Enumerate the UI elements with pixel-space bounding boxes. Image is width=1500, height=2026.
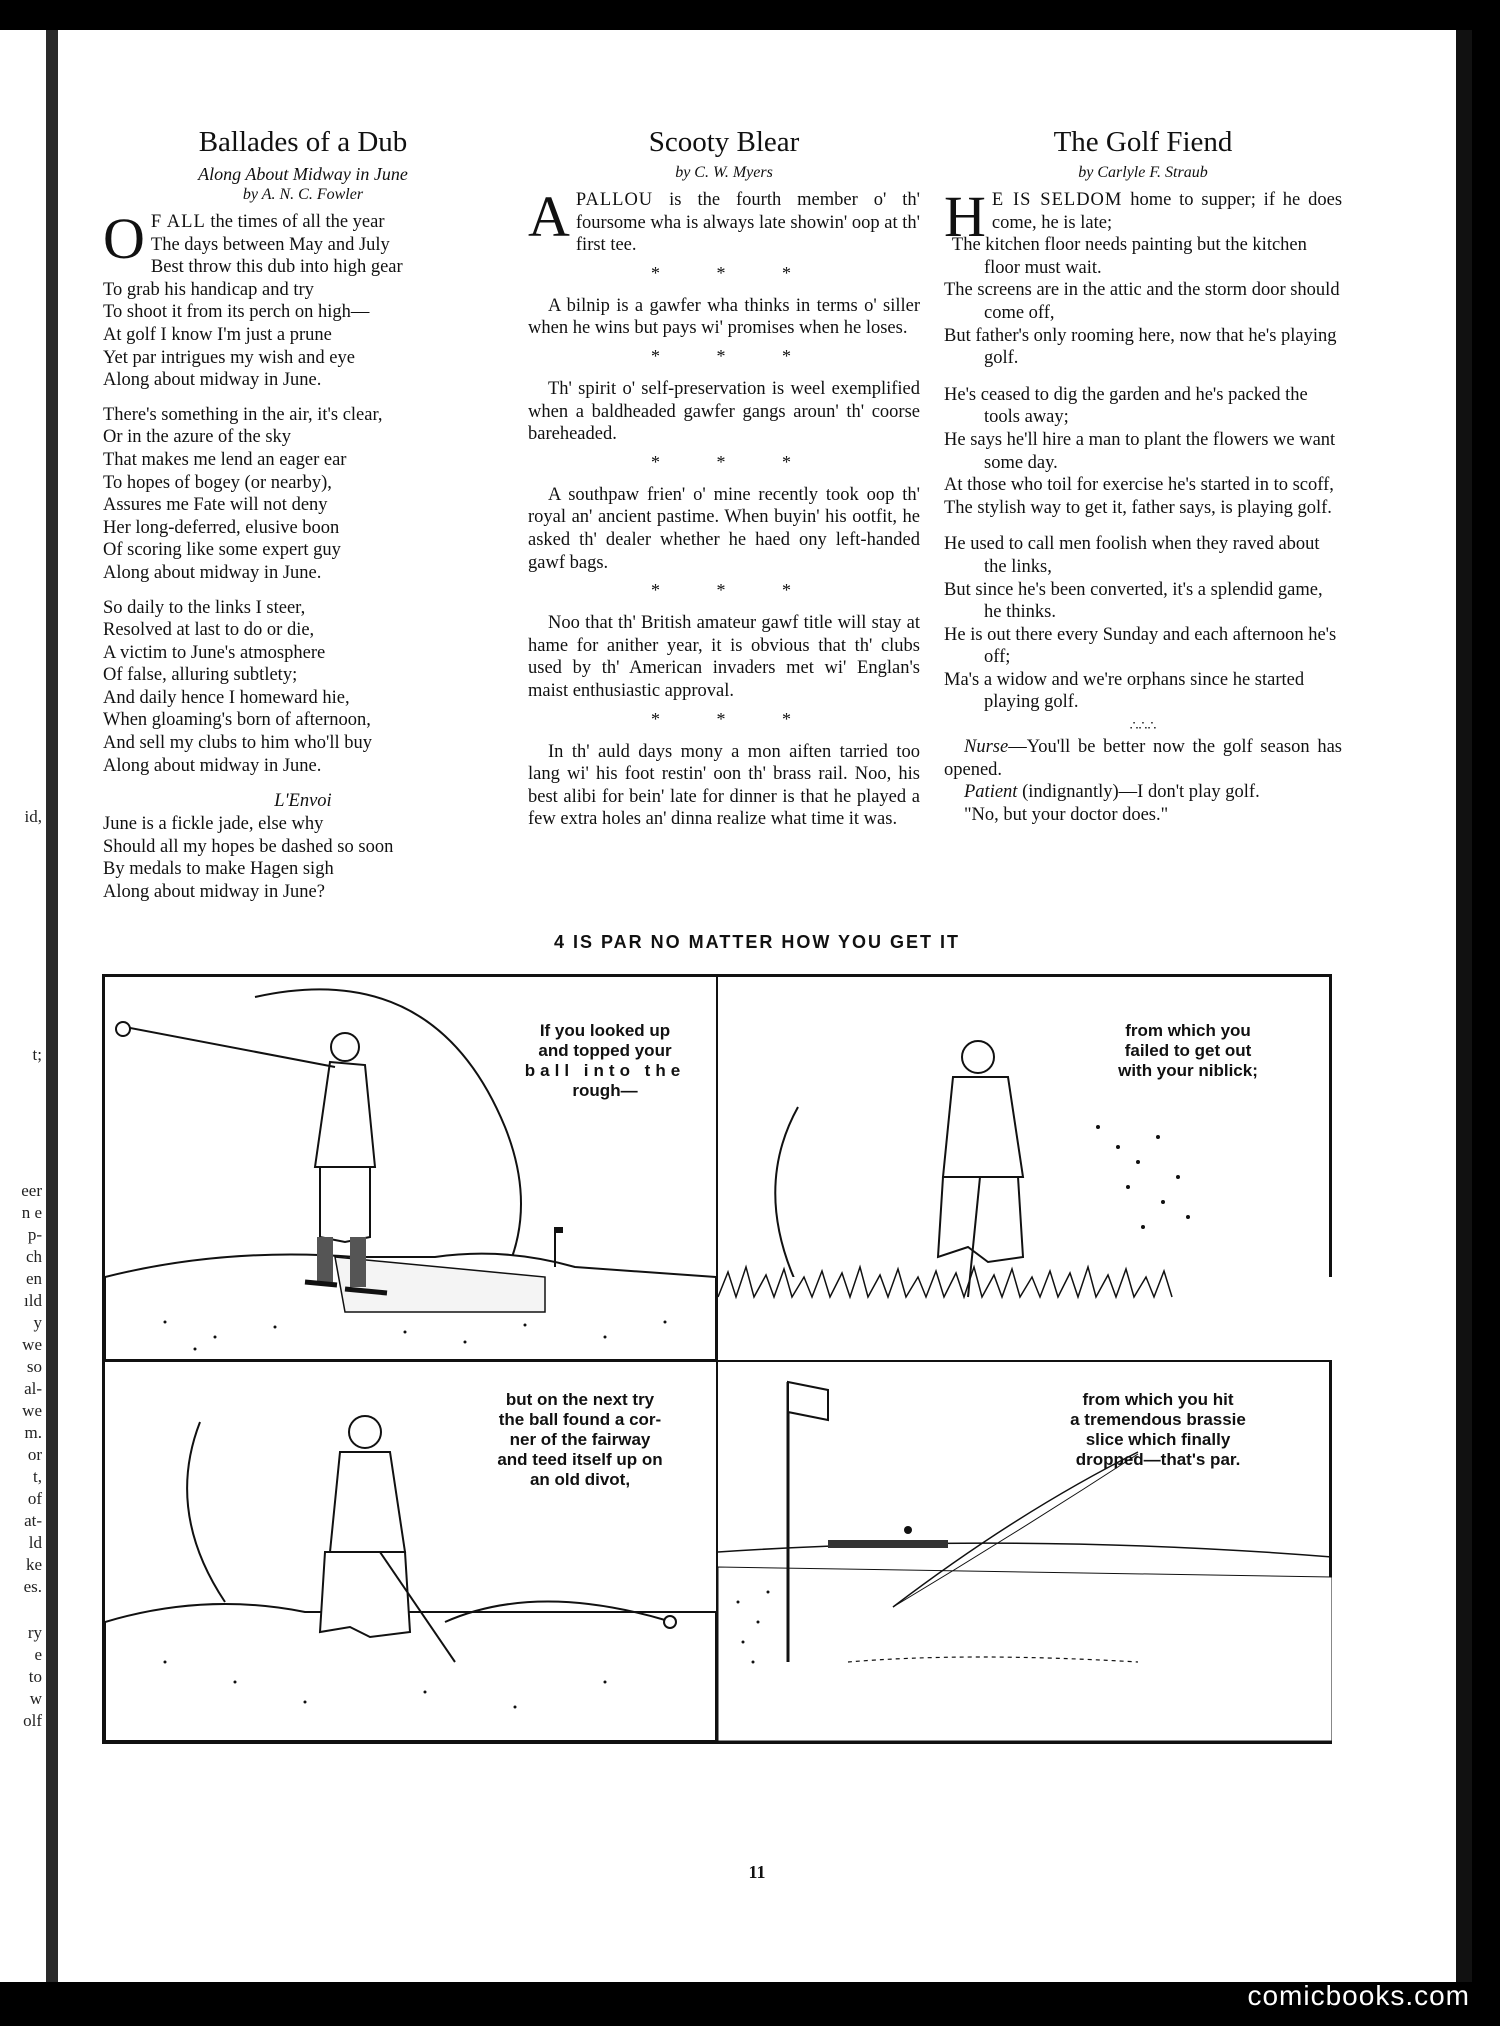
caption-line: dropped—that's par.	[1075, 1450, 1241, 1469]
stanza-1	[103, 206, 503, 392]
caption-line: the ball found a cor-	[498, 1410, 662, 1429]
joke-punchline: "No, but your doctor does."	[964, 804, 1169, 825]
caption-line: from which you hit	[1082, 1390, 1234, 1409]
previous-page-text-fragment: eer	[21, 1181, 42, 1200]
caption-line: an old divot,	[529, 1470, 631, 1489]
verse-line: Resolved at last to do or die,	[103, 620, 315, 641]
article-byline: by C. W. Myers	[675, 164, 773, 181]
caption-line: and topped your	[538, 1041, 672, 1060]
poem-byline: by A. N. C. Fowler	[242, 186, 364, 203]
caption-line: ball into the	[524, 1061, 686, 1080]
caption-line: but on the next try	[505, 1390, 655, 1409]
lead-caps: E IS SELDOM	[991, 190, 1123, 210]
drop-cap: O	[103, 206, 145, 271]
caption-line: a tremendous brassie	[1070, 1410, 1246, 1429]
comic-panel-1	[105, 977, 716, 1360]
verse-line: There's something in the air, it's clear,	[103, 404, 383, 425]
ornament: ∴∴∴	[1129, 719, 1157, 735]
verse-line: So daily to the links I steer,	[103, 597, 306, 618]
previous-page-text-fragment: w	[29, 1689, 42, 1708]
verse-line: Of scoring like some expert guy	[103, 540, 341, 561]
previous-page-text-fragment: e	[34, 1645, 42, 1664]
verse-line: Should all my hopes be dashed so soon	[103, 836, 394, 857]
paragraph-3: Th' spirit o' self-preservation is weel exemplified when a baldheaded gawfer gangs aroun' th' coorse bareheaded.	[528, 378, 920, 445]
previous-page-text-fragment: ke	[25, 1555, 42, 1574]
envoi-title: L'Envoi	[274, 791, 332, 812]
verse-line: The stylish way to get it, father says, is playing golf.	[944, 497, 1332, 518]
article-title: Scooty Blear	[648, 126, 800, 158]
verse-text: the times of all the year	[210, 212, 385, 232]
previous-page-text-fragment: we	[22, 1401, 42, 1420]
drop-cap: H	[944, 184, 986, 249]
caption-4	[1058, 1390, 1258, 1470]
previous-page-text-fragment: or	[27, 1445, 42, 1464]
separator-stars: * * *	[651, 451, 817, 472]
previous-page-text-fragment: to	[28, 1667, 42, 1686]
stanza-3	[944, 533, 1342, 714]
previous-page-text-fragment: t,	[33, 1467, 42, 1486]
verse-line: But father's only rooming here, now that he's playing golf.	[944, 325, 1337, 369]
previous-page-text-fragment: t;	[32, 1045, 42, 1064]
verse-line: To grab his handicap and try	[103, 279, 314, 300]
page-number: 11	[748, 1862, 766, 1882]
lead-caps: F ALL	[150, 212, 206, 232]
comic-panel-4	[718, 1362, 1332, 1741]
previous-page-text-fragment: ıld	[24, 1291, 42, 1310]
envoi-stanza	[103, 813, 503, 903]
previous-page-text-fragment: al-	[24, 1379, 42, 1398]
caption-line: rough—	[572, 1081, 638, 1100]
verse-line: He is out there every Sunday and each afternoon he's off;	[944, 624, 1337, 668]
lead-caps: PALLOU	[575, 190, 654, 210]
verse-line: Yet par intrigues my wish and eye	[103, 347, 355, 368]
caption-2	[1098, 1021, 1278, 1081]
paragraph-6: In th' auld days mony a mon aiften tarried too lang wi' his foot restin' oon th' brass rail. Noo, his best alibi for bein' late for dinner is that he played a few extra holes an' dinna realize what time it was.	[528, 741, 920, 830]
stanza-1	[944, 234, 1342, 370]
separator-stars: * * *	[651, 580, 817, 601]
first-line-text: home to supper; if he does come, he is late;	[991, 190, 1343, 233]
caption-line: If you looked up	[539, 1021, 671, 1040]
previous-page-text-fragment: olf	[23, 1711, 42, 1730]
previous-page-text-fragment: p-	[27, 1225, 42, 1244]
column-golf-fiend	[944, 125, 1342, 826]
poem-byline: by Carlyle F. Straub	[1078, 164, 1208, 181]
separator-stars: * * *	[651, 262, 817, 283]
binding-gutter	[46, 30, 58, 1982]
previous-page-text-fragment: m.	[24, 1423, 42, 1442]
verse-line: And sell my clubs to him who'll buy	[103, 733, 373, 754]
verse-line: To hopes of bogey (or nearby),	[103, 472, 332, 493]
verse-line: A victim to June's atmosphere	[103, 642, 326, 663]
patient-text: (indignantly)—I don't play golf.	[1022, 782, 1260, 803]
verse-line: He used to call men foolish when they raved about the links,	[944, 534, 1320, 577]
joke-patient	[944, 781, 1342, 804]
paragraph-4: A southpaw frien' o' mine recently took oop th' royal an' ancient pastime. When buyin' his ootfit, he asked th' dealer whether he haed ony left-handed gawf bags.	[528, 484, 920, 573]
verse-line: Along about midway in June.	[103, 755, 322, 776]
nurse-text: —You'll be better now the golf season has opened.	[944, 737, 1342, 780]
column-scooty-blear	[528, 125, 920, 831]
column-ballades	[103, 125, 503, 916]
verse-line: When gloaming's born of afternoon,	[103, 710, 371, 731]
comic-panel-2	[718, 977, 1332, 1360]
nurse-label: Nurse	[964, 737, 1009, 758]
comic-strip	[102, 974, 1332, 1744]
verse-line	[103, 211, 503, 234]
first-line	[944, 184, 1343, 249]
paragraph-text: is the fourth member o' th' foursome wha is always late showin' oop at th' first tee.	[575, 190, 921, 256]
verse-line: Best throw this dub into high gear	[150, 257, 403, 278]
verse-line: The screens are in the attic and the storm door should come off,	[944, 280, 1340, 323]
paragraph-1	[528, 184, 921, 257]
verse-line: June is a fickle jade, else why	[103, 814, 324, 835]
previous-page-text-fragment: of	[27, 1489, 42, 1508]
paragraph-5: Noo that th' British amateur gawf title will stay at hame for anither year, it is obvious that th' clubs used by th' American invaders met wi' Englan's maist enthusiastic approval.	[528, 613, 920, 701]
verse-line: The kitchen floor needs painting but the kitchen floor must wait.	[951, 235, 1307, 278]
verse-line: He says he'll hire a man to plant the flowers we want some day.	[944, 429, 1336, 473]
magazine-page	[58, 30, 1456, 1982]
caption-line: failed to get out	[1124, 1041, 1252, 1060]
comic-banner: 4 IS PAR NO MATTER HOW YOU GET IT	[553, 932, 960, 952]
joke-nurse	[944, 736, 1342, 781]
previous-page-text-fragment: ld	[28, 1533, 42, 1552]
verse-line: And daily hence I homeward hie,	[103, 687, 350, 708]
patient-label: Patient	[964, 782, 1018, 803]
verse-line: Along about midway in June?	[103, 882, 325, 903]
caption-line: and teed itself up on	[497, 1450, 663, 1469]
verse-line: Of false, alluring subtlety;	[103, 665, 298, 686]
verse-line: At golf I know I'm just a prune	[103, 324, 332, 345]
stanza-3	[103, 597, 503, 778]
caption-1	[515, 1021, 695, 1101]
poem-title: The Golf Fiend	[1053, 126, 1233, 158]
verse-line: The days between May and July	[150, 234, 390, 255]
drop-cap: A	[528, 184, 570, 249]
caption-line: with your niblick;	[1118, 1061, 1258, 1080]
caption-line: slice which finally	[1085, 1430, 1231, 1449]
previous-page-edge	[0, 30, 46, 1982]
poem-subtitle: Along About Midway in June	[198, 164, 408, 184]
verse-line: Assures me Fate will not deny	[103, 495, 328, 516]
verse-line: That makes me lend an eager ear	[103, 449, 347, 470]
previous-page-text-fragment: at-	[24, 1511, 42, 1530]
caption-line: from which you	[1125, 1021, 1251, 1040]
separator-stars: * * *	[651, 345, 817, 366]
verse-line: Ma's a widow and we're orphans since he started playing golf.	[944, 669, 1305, 713]
verse-line: Or in the azure of the sky	[103, 427, 292, 448]
verse-line: But since he's been converted, it's a splendid game, he thinks.	[944, 579, 1323, 623]
previous-page-text-fragment: we	[22, 1335, 42, 1354]
comic-panel-3	[105, 1362, 716, 1741]
previous-page-text-fragment: ry	[27, 1623, 42, 1642]
previous-page-text-fragment: id,	[24, 807, 42, 826]
verse-line: To shoot it from its perch on high—	[103, 302, 370, 323]
previous-page-text-fragment: es.	[23, 1577, 42, 1596]
verse-line: He's ceased to dig the garden and he's packed the tools away;	[944, 384, 1308, 428]
previous-page-text-fragment: ch	[25, 1247, 42, 1266]
right-margin-strip	[1456, 30, 1472, 1982]
previous-page-text-fragment: n e	[21, 1203, 42, 1222]
verse-line: Along about midway in June.	[103, 562, 322, 583]
stanza-2	[103, 404, 503, 585]
previous-page-text-fragment: so	[26, 1357, 42, 1376]
watermark-text: comicbooks.com	[1247, 1980, 1470, 2011]
verse-line: By medals to make Hagen sigh	[103, 859, 334, 880]
stanza-2	[944, 384, 1342, 520]
caption-line: ner of the fairway	[509, 1430, 651, 1449]
paragraph-2: A bilnip is a gawfer wha thinks in terms o' siller when he wins but pays wi' promises when he loses.	[528, 295, 920, 339]
verse-line: Her long-deferred, elusive boon	[103, 517, 340, 538]
previous-page-text-fragment: y	[33, 1313, 42, 1332]
previous-page-text-fragment: en	[25, 1269, 42, 1288]
verse-line: Along about midway in June.	[103, 370, 322, 391]
separator-stars: * * *	[651, 708, 817, 729]
verse-line: At those who toil for exercise he's started in to scoff,	[944, 475, 1334, 496]
caption-3	[475, 1390, 685, 1490]
poem-title: Ballades of a Dub	[198, 126, 408, 158]
